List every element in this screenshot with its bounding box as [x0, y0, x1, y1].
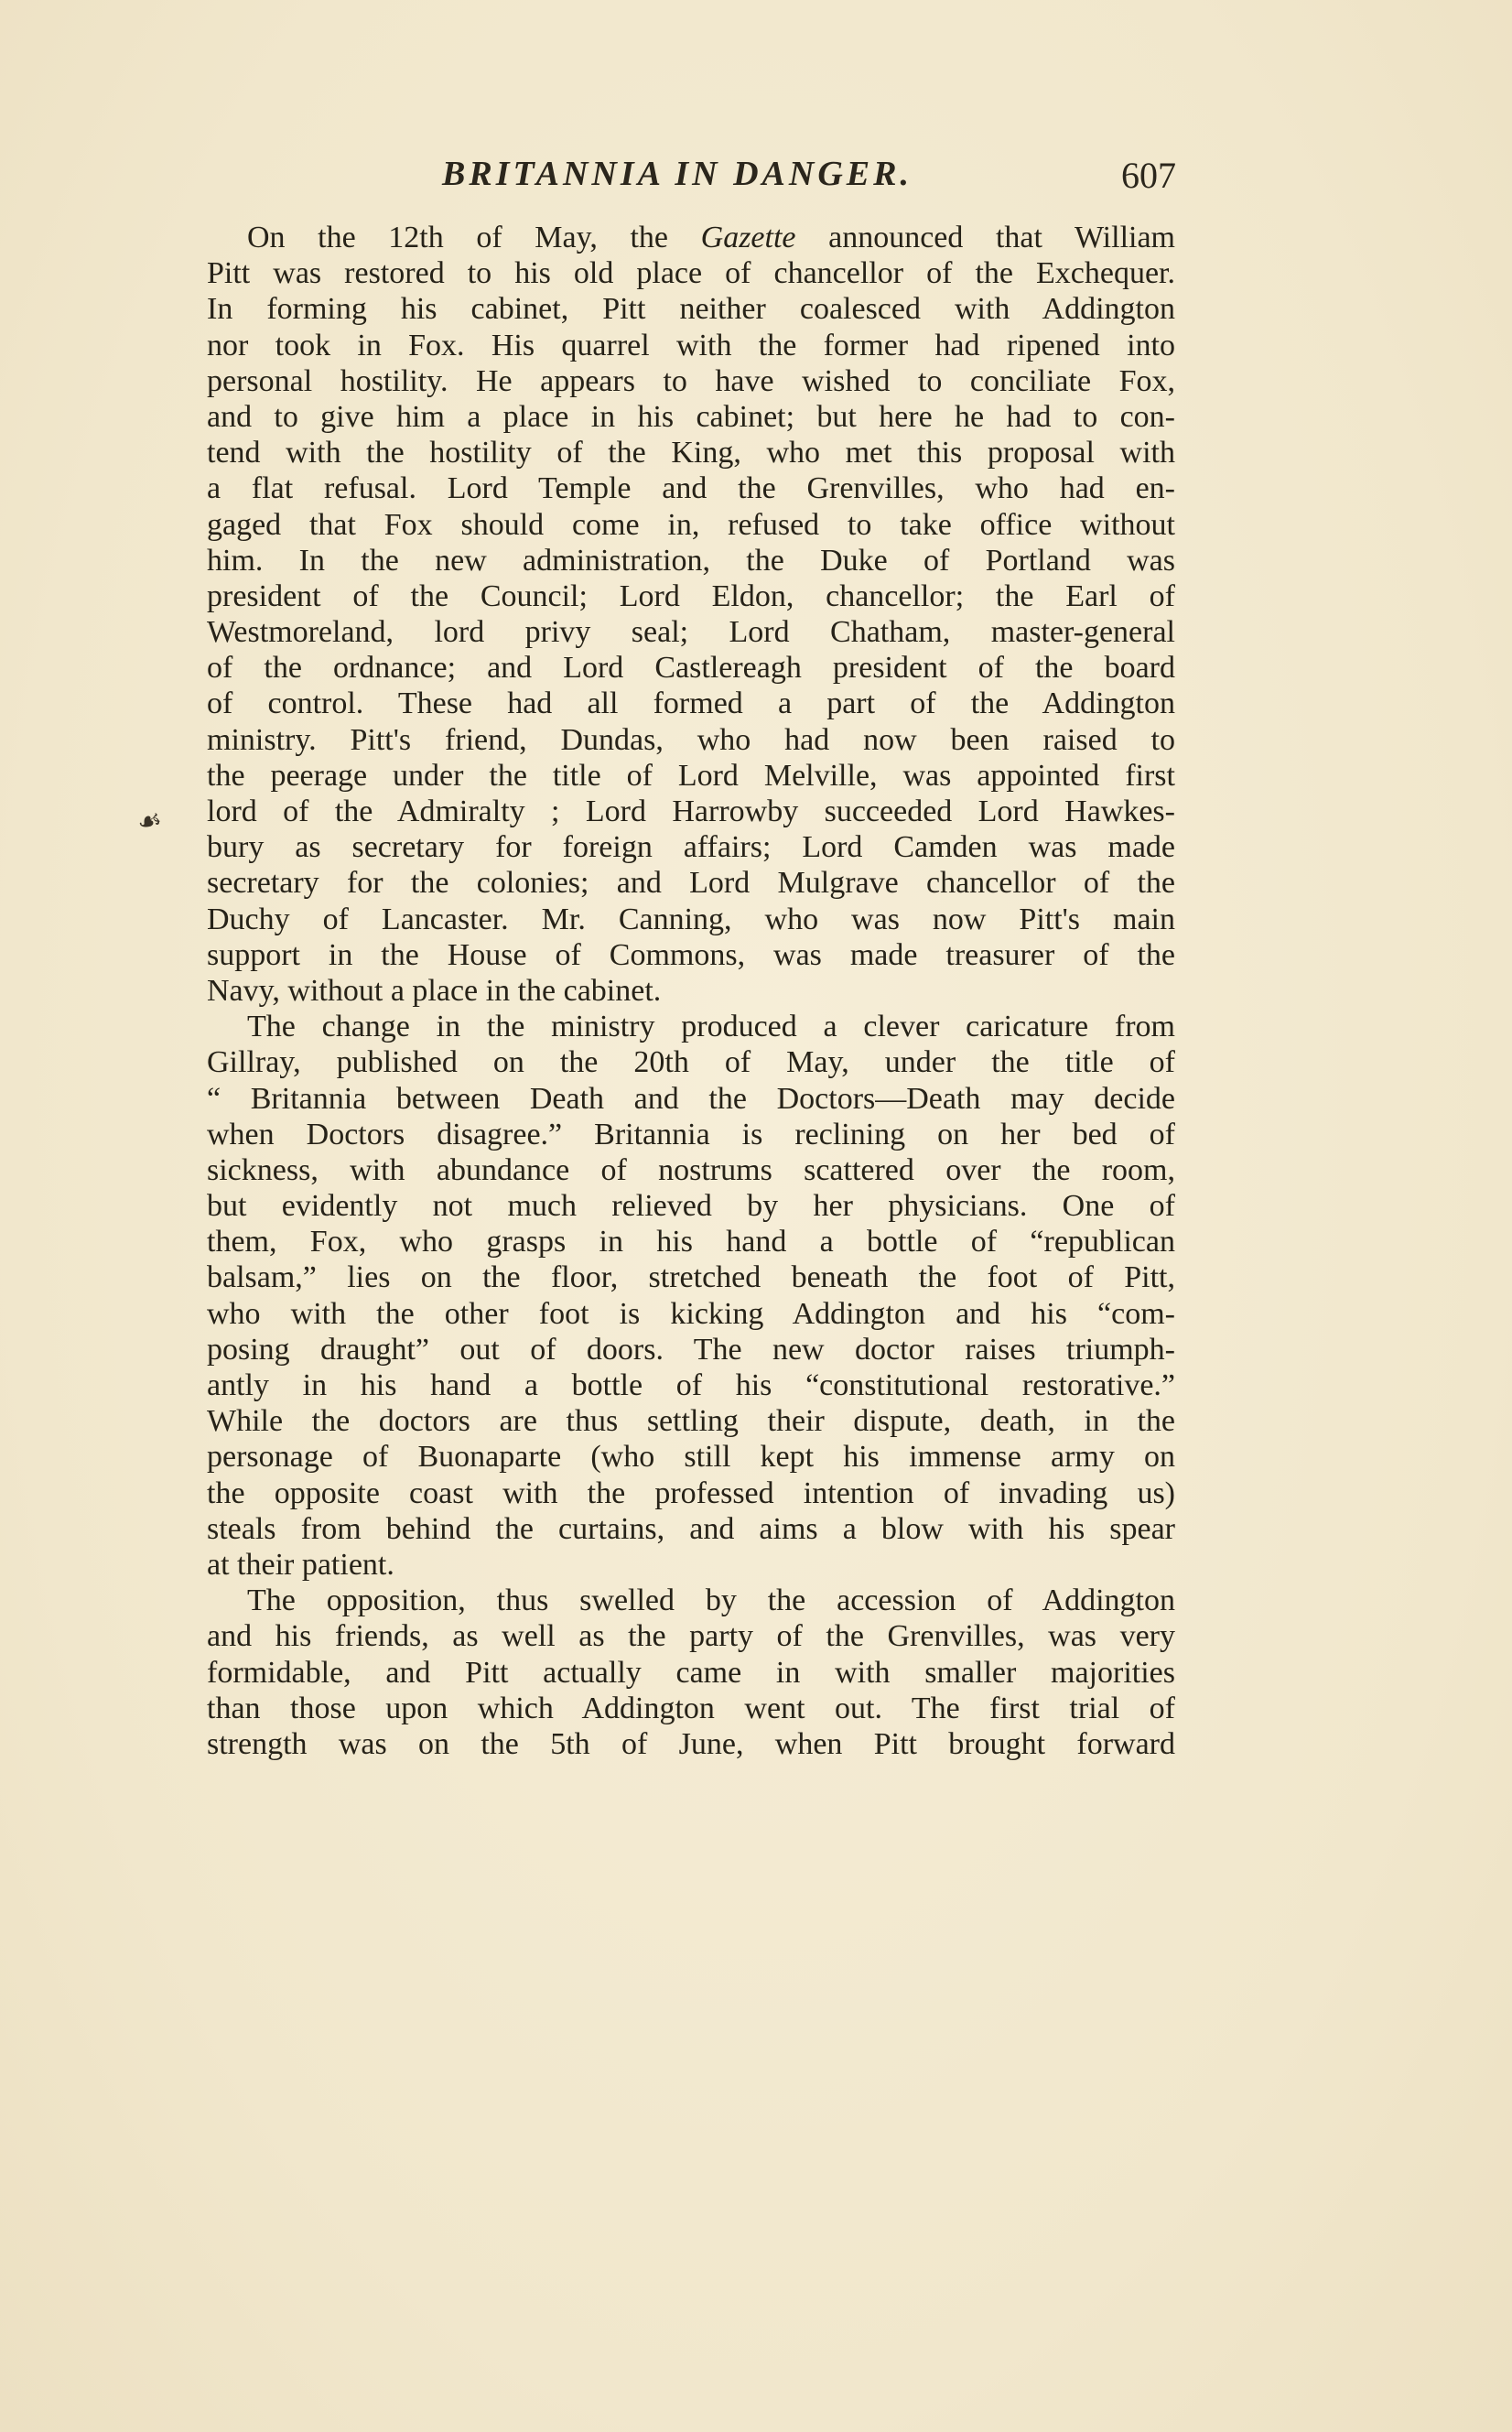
text-line: strength was on the 5th of June, when Pitt brought forward — [207, 1726, 1175, 1761]
paragraph-2 — [207, 1009, 1175, 1583]
text-line: personage of Buonaparte (who still kept his immense army on — [207, 1440, 1175, 1475]
text-line: gaged that Fox should come in, refused to take office without — [207, 507, 1175, 542]
text-line: Gillray, published on the 20th of May, under the title of — [207, 1045, 1175, 1080]
text-line: a flat refusal. Lord Temple and the Grenvilles, who had en- — [207, 471, 1175, 506]
text-line: and to give him a place in his cabinet; but here he had to con- — [207, 399, 1175, 434]
text-line: sickness, with abundance of nostrums scattered over the room, — [207, 1152, 1175, 1187]
text-line: them, Fox, who grasps in his hand a bottle of “republican — [207, 1225, 1175, 1259]
text-line: personal hostility. He appears to have wished to conciliate Fox, — [207, 363, 1175, 398]
body-text — [207, 220, 1175, 1762]
text-line: lord of the Admiralty ; Lord Harrowby succeeded Lord Hawkes- — [207, 794, 1175, 828]
text-line: but evidently not much relieved by her physicians. One of — [207, 1189, 1175, 1224]
text-line: bury as secretary for foreign affairs; Lord Camden was made — [207, 830, 1175, 865]
text-line: and his friends, as well as the party of the Grenvilles, was very — [207, 1619, 1175, 1654]
running-title: BRITANNIA IN DANGER. — [442, 155, 913, 193]
text-line: nor took in Fox. His quarrel with the former had ripened into — [207, 328, 1175, 362]
text-line: balsam,” lies on the floor, stretched beneath the foot of Pitt, — [207, 1260, 1175, 1295]
text-line: who with the other foot is kicking Addington and his “com- — [207, 1296, 1175, 1331]
paragraph-1 — [207, 220, 1175, 1009]
text-line: ministry. Pitt's friend, Dundas, who had now been raised to — [207, 722, 1175, 757]
text-line: support in the House of Commons, was made treasurer of the — [207, 937, 1175, 972]
text-line: president of the Council; Lord Eldon, chancellor; the Earl of — [207, 578, 1175, 613]
margin-mark-icon: ☙ — [134, 803, 166, 840]
text-line: In forming his cabinet, Pitt neither coalesced with Addington — [207, 292, 1175, 327]
text-line: when Doctors disagree.” Britannia is reclining on her bed of — [207, 1117, 1175, 1151]
text-line: Duchy of Lancaster. Mr. Canning, who was now Pitt's main — [207, 902, 1175, 936]
text-line: him. In the new administration, the Duke of Portland was — [207, 543, 1175, 578]
text-line: While the doctors are thus settling their dispute, death, in the — [207, 1404, 1175, 1439]
text-line: the opposite coast with the professed intention of invading us) — [207, 1475, 1175, 1510]
page-number: 607 — [1121, 155, 1176, 196]
paragraph-3 — [207, 1583, 1175, 1762]
text-line: of the ordnance; and Lord Castlereagh president of the board — [207, 651, 1175, 686]
text-line: “ Britannia between Death and the Doctors—Death may decide — [207, 1081, 1175, 1116]
text-line: secretary for the colonies; and Lord Mulgrave chancellor of the — [207, 866, 1175, 901]
text-line: of control. These had all formed a part of the Addington — [207, 686, 1175, 721]
text-line: Pitt was restored to his old place of chancellor of the Exchequer. — [207, 256, 1175, 291]
text-line: than those upon which Addington went out. The first trial of — [207, 1691, 1175, 1725]
text-line: tend with the hostility of the King, who met this proposal with — [207, 436, 1175, 470]
text-line: The change in the ministry produced a clever caricature from — [247, 1010, 1175, 1044]
text-line: at their patient. — [207, 1547, 394, 1582]
text-line: Westmoreland, lord privy seal; Lord Chatham, master-general — [207, 615, 1175, 650]
running-head — [206, 154, 1176, 209]
text-line: antly in his hand a bottle of his “constitutional restorative.” — [207, 1368, 1175, 1402]
text-line: steals from behind the curtains, and aims a blow with his spear — [207, 1511, 1175, 1546]
text-line: posing draught” out of doors. The new doctor raises triumph- — [207, 1332, 1175, 1367]
text-line: The opposition, thus swelled by the accession of Addington — [247, 1584, 1175, 1618]
text-line: the peerage under the title of Lord Melville, was appointed first — [207, 758, 1175, 793]
text-line: formidable, and Pitt actually came in with smaller majorities — [207, 1655, 1175, 1690]
text-line: On the 12th of May, the Gazette announced that William — [247, 221, 1176, 254]
text-line: Navy, without a place in the cabinet. — [207, 973, 662, 1008]
